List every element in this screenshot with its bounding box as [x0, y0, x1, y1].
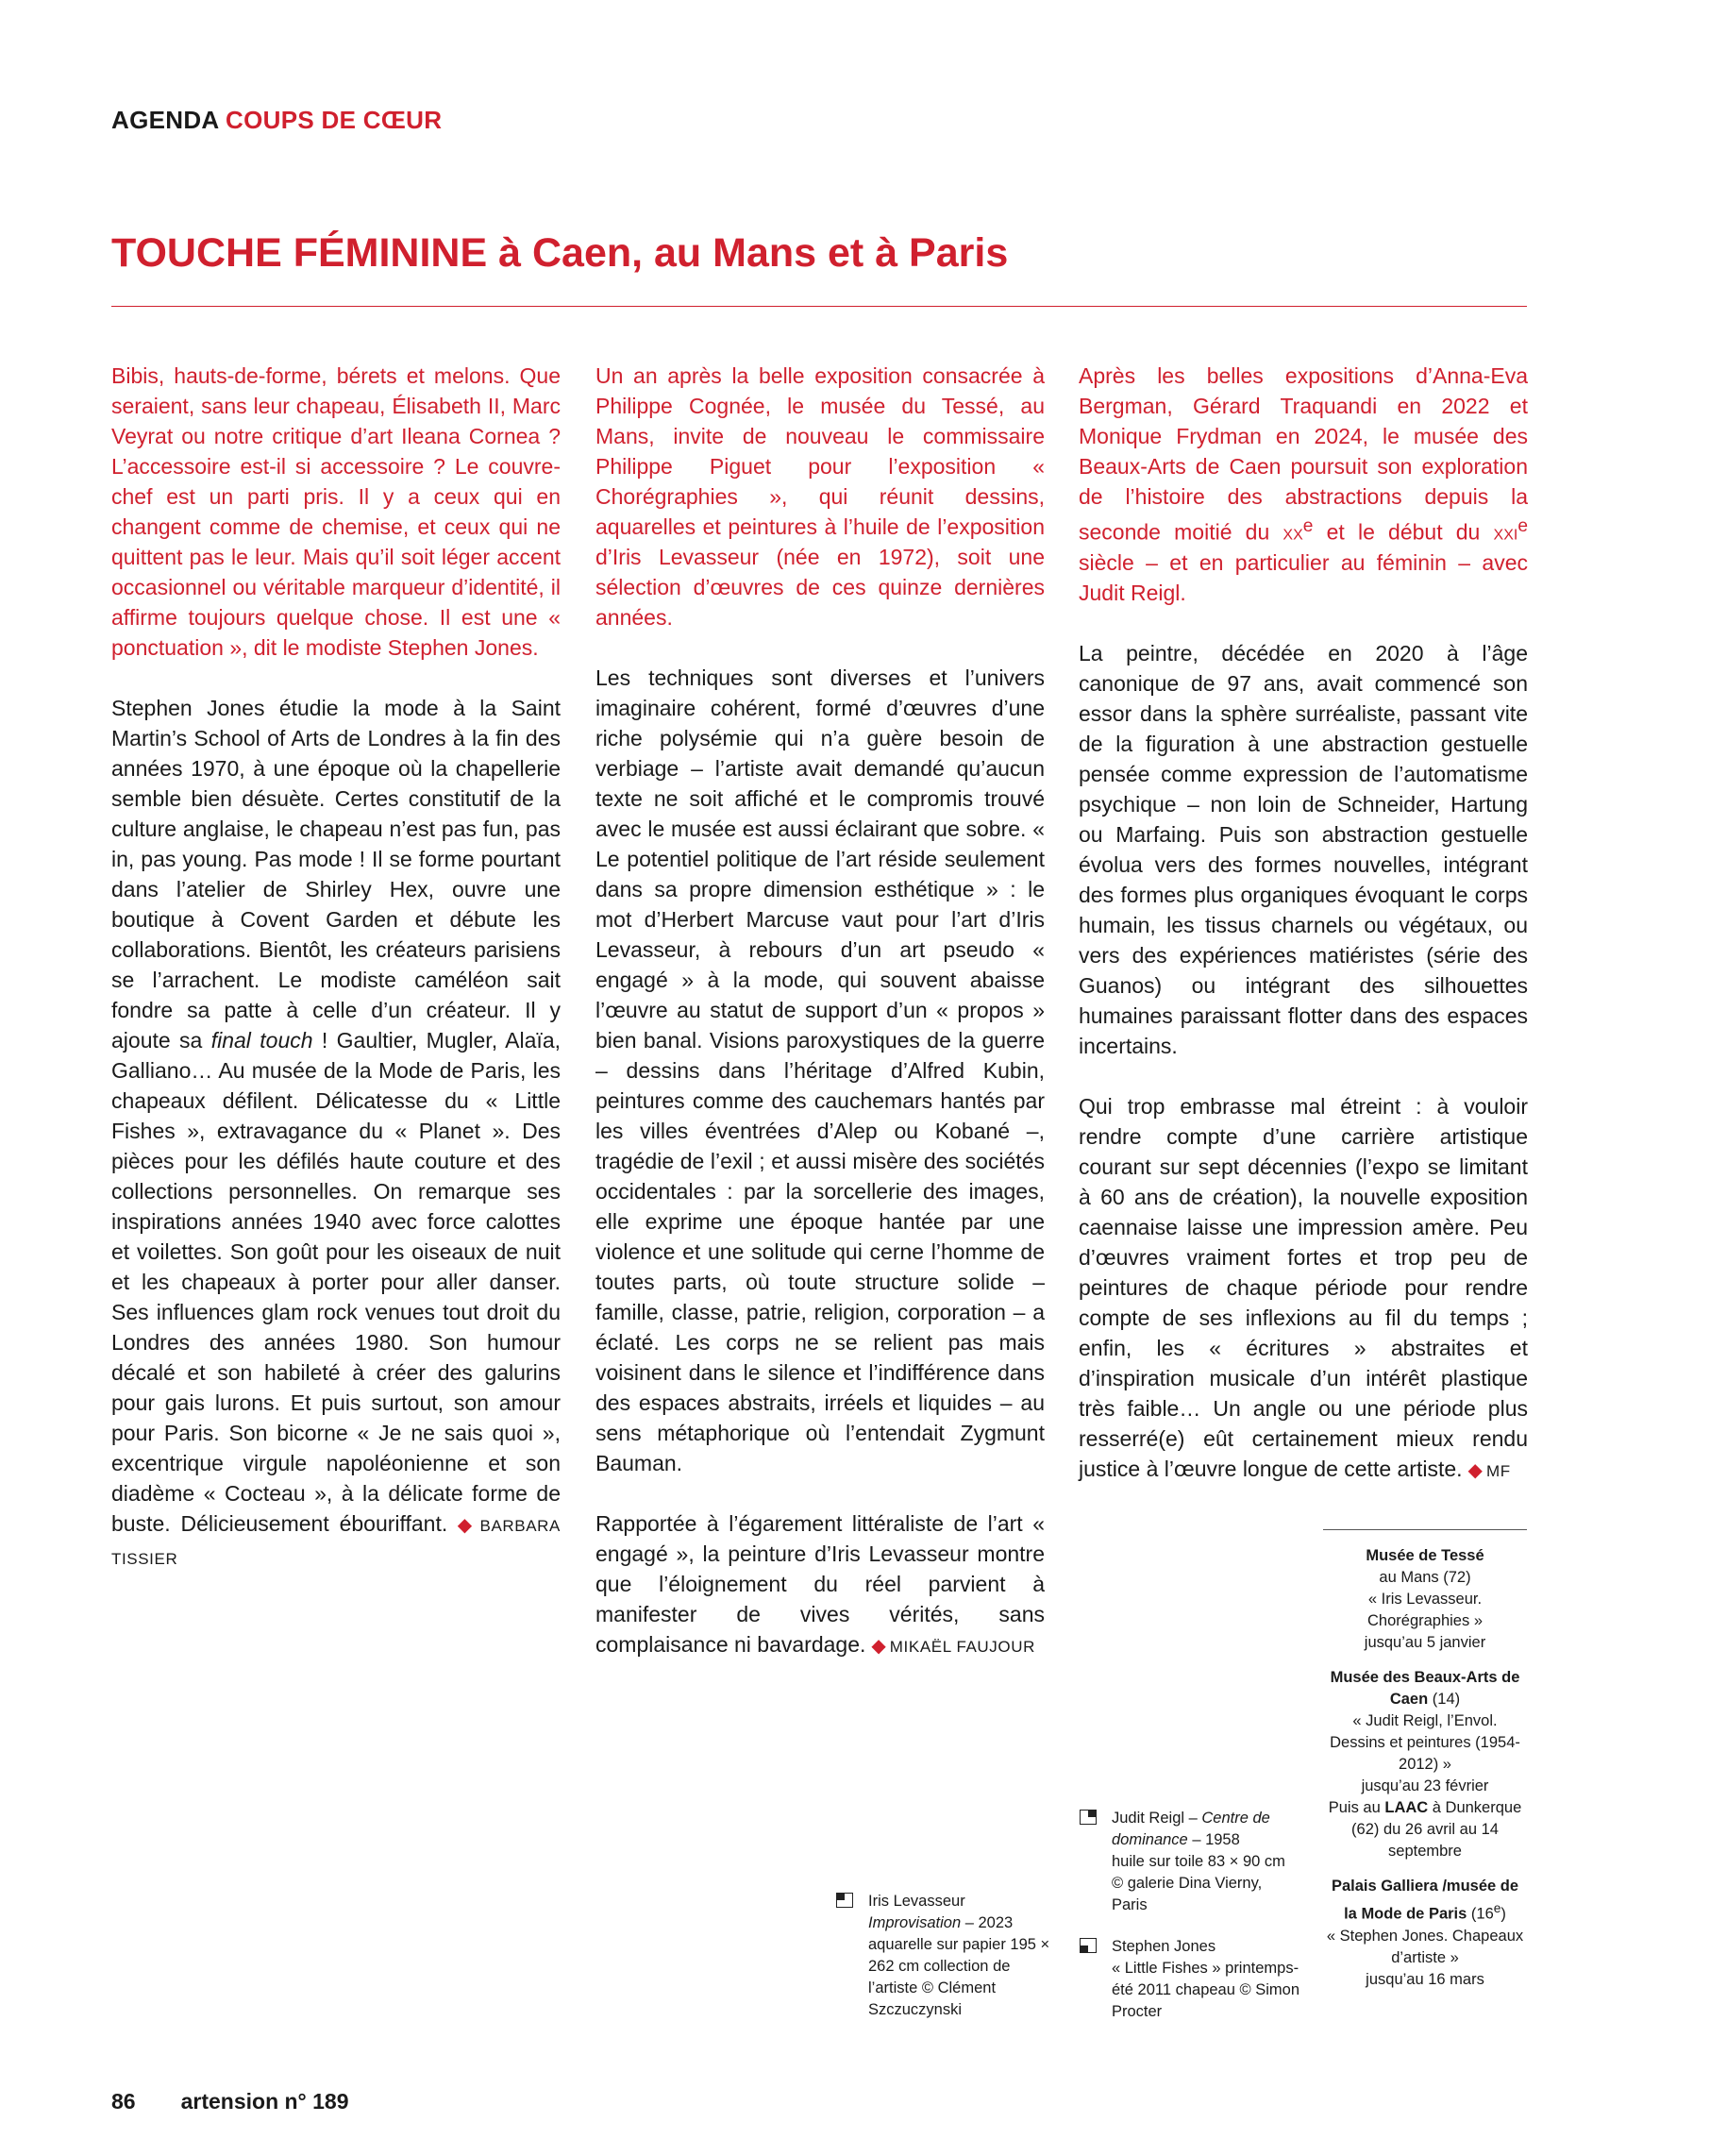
- article-column-levasseur: [595, 361, 1045, 1693]
- page-number: 86: [111, 2089, 136, 2114]
- article-intro: Un an après la belle exposition consacrée à Philippe Cognée, le musée du Tessé, au Mans, invite de nouveau le commissaire Philippe Piguet pour l’exposition « Chorégraphies », qui réunit dessins, aquarelles et peintures à l’huile de l’exposition d’Iris Levasseur (née en 1972), soit une sélection d’œuvres de ces quinze dernières années.: [595, 363, 1045, 630]
- article-body: [1079, 1091, 1528, 1487]
- superscript: e: [1493, 1901, 1501, 1915]
- exhibition-info-box: [1323, 1529, 1527, 2004]
- venue-location: au Mans (72): [1379, 1569, 1471, 1586]
- article-body: La peintre, décédée en 2020 à l’âge canonique de 97 ans, avait commencé son essor dans la sphère surréaliste, passant vite de la figuration à une abstraction gestuelle pensée comme expression de l’automatisme psychique – non loin de Schneider, Hartung ou Marfaing. Puis son abstraction gestuelle évolua vers des formes nouvelles, intégrant des formes plus organiques évoquant le corps humain, les tissus charnels ou végétaux, ou vers des expériences matiéristes (série des Guanos) ou intégrant des silhouettes humaines paraissant flotter dans des espaces incertains.: [1079, 640, 1528, 1058]
- author-signature: BARBARA TISSIER: [111, 1517, 561, 1568]
- layout-top-right-icon: [1080, 1810, 1097, 1825]
- page-footer: [111, 2089, 349, 2114]
- body-emphasis: final touch: [210, 1028, 313, 1053]
- exhibition-title: « Iris Levasseur. Chorégraphies »: [1367, 1591, 1483, 1629]
- author-signature: MF: [1485, 1461, 1511, 1480]
- author-signature: MIKAËL FAUJOUR: [889, 1638, 1035, 1656]
- exhibition-dates: jusqu’au 16 mars: [1366, 1970, 1484, 1988]
- century: xxi: [1493, 519, 1518, 545]
- venue-caen: [1323, 1667, 1527, 1862]
- caption-year: – 2023: [961, 1914, 1014, 1931]
- venue-name: Musée des Beaux-Arts de Caen: [1330, 1669, 1520, 1708]
- section-name: AGENDA: [111, 106, 219, 134]
- subsection-name: COUPS DE CŒUR: [226, 106, 443, 134]
- caption-artist: Iris Levasseur: [868, 1893, 965, 1910]
- caption-details: aquarelle sur papier 195 × 262 cm collection de l’artiste © Clément Szczuczynski: [868, 1936, 1050, 2018]
- caption-artist: Stephen Jones: [1112, 1938, 1216, 1955]
- article-body: [595, 1508, 1045, 1662]
- venue-tesse: [1323, 1545, 1527, 1654]
- venue-name: LAAC: [1384, 1799, 1429, 1816]
- article-column-hats: [111, 361, 561, 1605]
- caption-year: – 1958: [1187, 1831, 1240, 1848]
- exhibition-title: « Judit Reigl, l’Envol. Dessins et peintures (1954-2012) »: [1330, 1712, 1520, 1773]
- venue-name: Musée de Tessé: [1366, 1547, 1484, 1564]
- exhibition-dates: jusqu’au 23 février: [1361, 1777, 1489, 1794]
- exhibition-title: « Stephen Jones. Chapeaux d’artiste »: [1326, 1927, 1524, 1966]
- diamond-icon: ◆: [453, 1515, 477, 1536]
- superscript: e: [1302, 516, 1314, 536]
- venue-location: (14): [1428, 1691, 1461, 1708]
- title-divider: [111, 306, 1527, 307]
- intro-text: Après les belles expositions d’Anna-Eva Bergman, Gérard Traquandi en 2022 et Monique Frydman en 2024, le musée des Beaux-Arts de Caen poursuit son exploration de l’histoire des abstractions depuis la seconde moitié du: [1079, 363, 1528, 545]
- layout-bottom-left-icon: [1080, 1938, 1097, 1953]
- caption-title: Improvisation: [868, 1914, 962, 1931]
- article-intro: [1079, 361, 1528, 608]
- diamond-icon: ◆: [1467, 1459, 1483, 1481]
- diamond-icon: ◆: [871, 1636, 886, 1657]
- body-text: Rapportée à l’égarement littéraliste de l’art « engagé », la peinture d’Iris Levasseur montre que l’éloignement du réel parvient à manifester de vives vérités, sans complaisance ni bavardage.: [595, 1511, 1045, 1657]
- venue-location: (16: [1467, 1905, 1494, 1923]
- superscript: e: [1517, 516, 1528, 536]
- tour-text: à Dunkerque (62) du 26 avril au 14 septembre: [1351, 1799, 1522, 1860]
- intro-text: et le début du: [1313, 519, 1494, 545]
- caption-artist: Judit Reigl –: [1112, 1810, 1202, 1827]
- body-text: ! Gaultier, Mugler, Alaïa, Galliano… Au musée de la Mode de Paris, les chapeaux défilent. Délicatesse du « Little Fishes », extravagance du « Planet ». Des pièces pour les défilés haute couture et des collections personnelles. On remarque ses inspirations années 1940 avec force calottes et voilettes. Son goût pour les oiseaux de nuit et les chapeaux à porter pour aller danser. Ses influences glam rock venues tout droit du Londres des années 1980. Son humour décalé et son habileté à créer des galurins pour gais lurons. Et puis surtout, son amour pour Paris. Son bicorne « Je ne sais quoi », excentrique virgule napoléonienne et son diadème « Cocteau », à la délicate forme de buste. Délicieusement ébouriffant.: [111, 1028, 561, 1536]
- caption-details: huile sur toile 83 × 90 cm © galerie Dina Vierny, Paris: [1112, 1853, 1285, 1913]
- body-text: Stephen Jones étudie la mode à la Saint Martin’s School of Arts de Londres à la fin des années 1970, à une époque où la chapellerie semble bien désuète. Certes constitutif de la culture anglaise, le chapeau n’est pas fun, pas in, pas young. Pas mode ! Il se forme pourtant dans l’atelier de Shirley Hex, ouvre une boutique à Covent Garden et débute les collaborations. Bientôt, les créateurs parisiens se l’arrachent. Le modiste caméléon sait fondre sa patte à celle d’un créateur. Il y ajoute sa: [111, 696, 561, 1053]
- tour-text: Puis au: [1328, 1799, 1385, 1816]
- venue-location: ): [1500, 1905, 1506, 1923]
- intro-text: siècle – et en particulier au féminin – avec Judit Reigl.: [1079, 549, 1528, 605]
- article-body: [111, 693, 561, 1575]
- caption-details: « Little Fishes » printemps-été 2011 chapeau © Simon Procter: [1112, 1960, 1299, 2020]
- page-title: TOUCHE FÉMININE à Caen, au Mans et à Paris: [111, 230, 1009, 276]
- exhibition-dates: jusqu’au 5 janvier: [1364, 1634, 1486, 1651]
- century: xx: [1282, 519, 1303, 545]
- image-caption-jones: [1112, 1936, 1300, 2023]
- section-label: [111, 106, 442, 135]
- article-intro: Bibis, hauts-de-forme, bérets et melons. Que seraient, sans leur chapeau, Élisabeth II, Marc Veyrat ou notre critique d’art Ileana Cornea ? L’accessoire est-il si accessoire ? Le couvre-chef est un parti pris. Il y a ceux qui en changent comme de chemise, et ceux qui ne quittent pas le leur. Mais qu’il soit léger accent occasionnel ou véritable marqueur d’identité, il affirme toujours quelque chose. Il est une « ponctuation », dit le modiste Stephen Jones.: [111, 363, 561, 660]
- magazine-issue: artension n° 189: [180, 2089, 349, 2114]
- body-text: Qui trop embrasse mal étreint : à vouloir rendre compte d’une carrière artistique courant sur sept décennies (l’expo se limitant à 60 ans de création), la nouvelle exposition caennaise laisse une impression amère. Peu d’œuvres vraiment fortes et trop peu de peintures de chaque période pour rendre compte de ses inflexions au fil du temps ; enfin, les « écritures » abstraites et d’inspiration musicale d’un intérêt plastique très faible… Un angle ou une période plus resserré(e) eût certainement mieux rendu justice à l’œuvre longue de cette artiste.: [1079, 1093, 1528, 1481]
- article-column-reigl: [1079, 361, 1528, 1517]
- layout-top-left-icon: [836, 1893, 853, 1908]
- image-caption-reigl: [1112, 1808, 1300, 1916]
- venue-name: Palais Galliera /musée de la Mode de Paris: [1331, 1878, 1519, 1923]
- image-caption-levasseur: [868, 1891, 1057, 2021]
- article-body: Les techniques sont diverses et l’univers imaginaire cohérent, formé d’œuvres d’une riche polysémie qui n’a guère besoin de verbiage – l’artiste avait demandé qu’aucun texte ne soit affiché et le compromis trouvé avec le musée est aussi éclairant que sobre. « Le potentiel politique de l’art réside seulement dans sa propre dimension esthétique » : le mot d’Herbert Marcuse vaut pour l’art d’Iris Levasseur, à rebours d’un art pseudo « engagé » à la mode, qui souvent abaisse l’œuvre au statut de support d’un « propos » bien banal. Visions paroxystiques de la guerre – dessins dans l’héritage d’Alfred Kubin, peintures comme des cauchemars hantés par les villes éventrées d’Alep ou Kobané –, tragédie de l’exil ; et aussi misère des sociétés occidentales : par la sorcellerie des images, elle exprime une époque hantée par une violence et une solitude qui cerne l’homme de toutes parts, où toute structure solide – famille, classe, patrie, religion, corporation – a éclaté. Les corps ne se relient pas mais voisinent dans le silence et l’indifférence dans des espaces abstraits, irréels et liquides – au sens métaphorique où l’entendait Zygmunt Bauman.: [595, 665, 1045, 1475]
- caption-title: Centre de dominance: [1112, 1810, 1270, 1848]
- venue-galliera: [1323, 1876, 1527, 1991]
